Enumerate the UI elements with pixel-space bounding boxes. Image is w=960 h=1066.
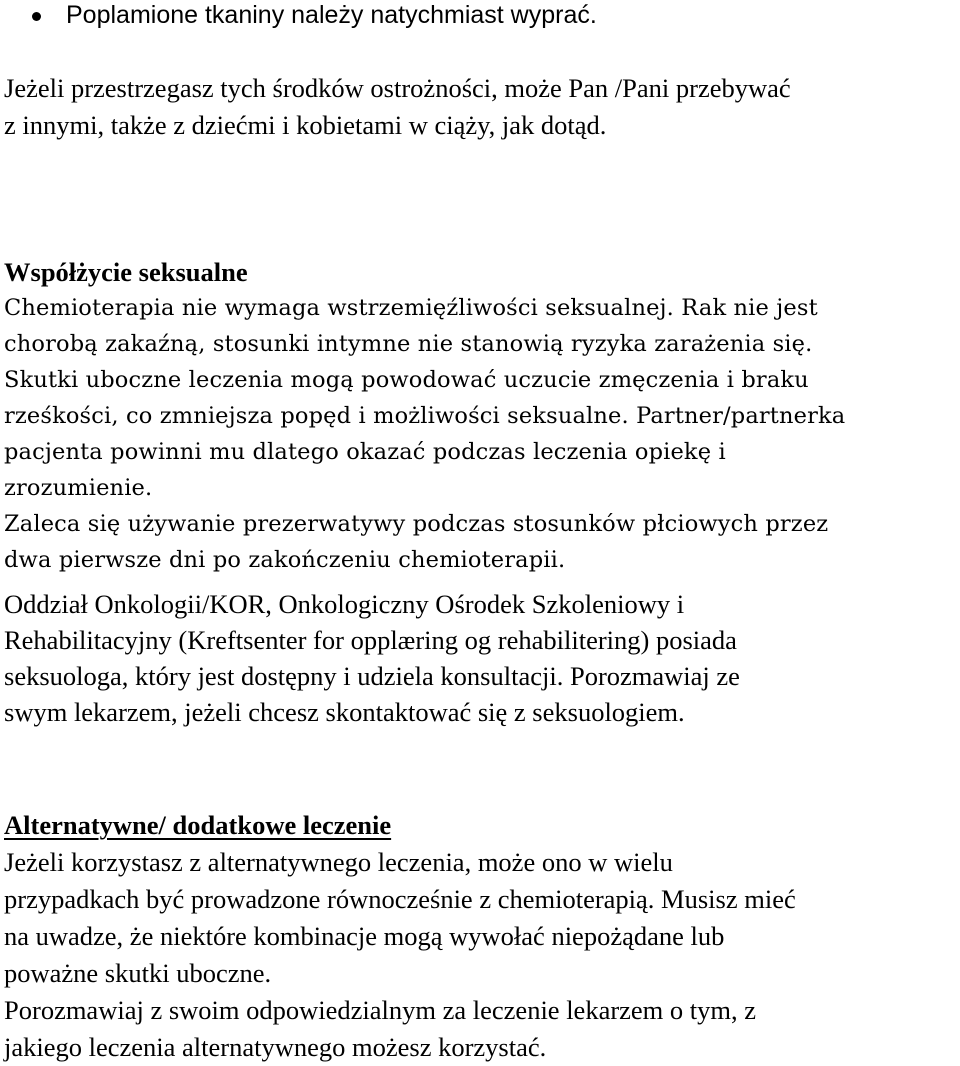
paragraph-line: na uwadze, że niektóre kombinacje mogą wywołać niepożądane lub	[4, 921, 725, 951]
sexologist-paragraph	[4, 586, 959, 730]
paragraph-line: zrozumienie.	[4, 475, 153, 501]
paragraph-line: Porozmawiaj z swoim odpowiedzialnym za leczenie lekarzem o tym, z	[4, 995, 757, 1025]
precautions-paragraph	[4, 70, 959, 144]
paragraph-line: Zaleca się używanie prezerwatywy podczas stosunków płciowych przez	[4, 511, 829, 537]
paragraph-line: jakiego leczenia alternatywnego możesz korzystać.	[4, 1032, 547, 1062]
paragraph-line: Jeżeli przestrzegasz tych środków ostrożności, może Pan /Pani przebywać	[4, 73, 791, 103]
paragraph-line: chorobą zakaźną, stosunki intymne nie stanowią ryzyka zarażenia się.	[4, 331, 813, 357]
sexual-section	[4, 254, 959, 578]
paragraph-line: pacjenta powinni mu dlatego okazać podczas leczenia opiekę i	[4, 439, 726, 465]
paragraph-line: Jeżeli korzystasz z alternatywnego leczenia, może ono w wielu	[4, 847, 673, 877]
sexual-section-paragraph	[4, 290, 959, 578]
paragraph-line: Chemioterapia nie wymaga wstrzemięźliwości seksualnej. Rak nie jest	[4, 295, 818, 321]
paragraph-line: seksuologa, który jest dostępny i udziela konsultacji. Porozmawiaj ze	[4, 661, 740, 691]
paragraph-line: poważne skutki uboczne.	[4, 958, 272, 988]
bullet-text: Poplamione tkaniny należy natychmiast wyprać.	[66, 1, 597, 29]
paragraph-line: Oddział Onkologii/KOR, Onkologiczny Ośrodek Szkoleniowy i	[4, 589, 685, 619]
paragraph-line: dwa pierwsze dni po zakończeniu chemioterapii.	[4, 547, 566, 573]
section-heading-sexual: Współżycie seksualne	[4, 257, 248, 287]
paragraph-line: z innymi, także z dziećmi i kobietami w ciąży, jak dotąd.	[4, 110, 607, 140]
paragraph-line: rześkości, co zmniejsza popęd i możliwości seksualne. Partner/partnerka	[4, 403, 846, 429]
section-heading-alternative: Alternatywne/ dodatkowe leczenie	[4, 810, 392, 840]
bullet-dot-icon	[32, 12, 41, 21]
alternative-section	[4, 807, 959, 1066]
paragraph-line: swym lekarzem, jeżeli chcesz skontaktować się z seksuologiem.	[4, 697, 685, 727]
paragraph-line: Rehabilitacyjny (Kreftsenter for opplæring og rehabilitering) posiada	[4, 625, 737, 655]
paragraph-line: Skutki uboczne leczenia mogą powodować uczucie zmęczenia i braku	[4, 367, 809, 393]
paragraph-line: przypadkach być prowadzone równocześnie z chemioterapią. Musisz mieć	[4, 884, 796, 914]
alternative-section-paragraph	[4, 844, 959, 1066]
